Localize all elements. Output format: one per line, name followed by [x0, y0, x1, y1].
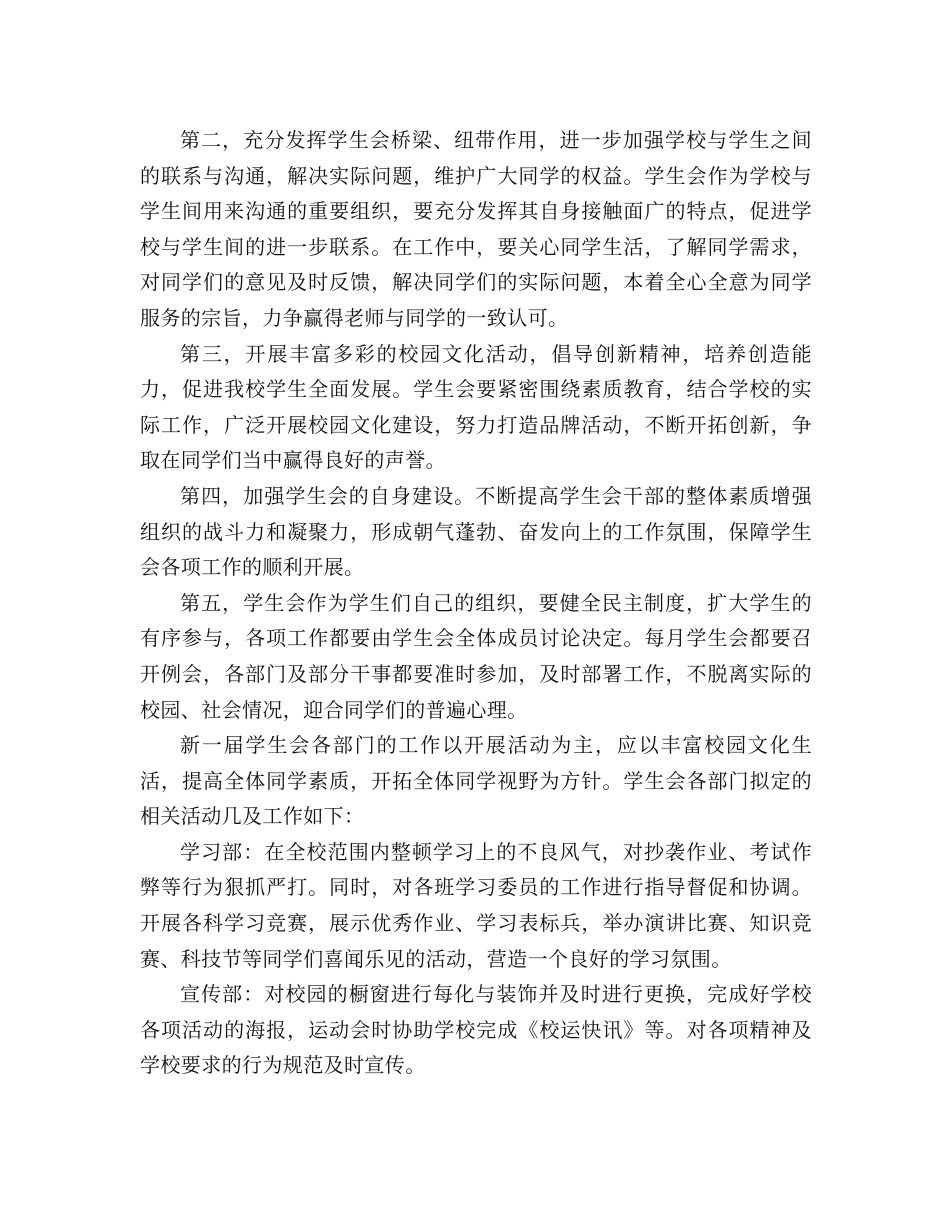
paragraph-second-point: 第二，充分发挥学生会桥梁、纽带作用，进一步加强学校与学生之间的联系与沟通，解决实际问题，维护广大同学的权益。学生会作为学校与学生间用来沟通的重要组织，要充分发挥其自身接触面广的特点，促进学校与学生间的进一步联系。在工作中，要关心同学生活，了解同学需求，对同学们的意见及时反馈，解决同学们的实际问题，本着全心全意为同学服务的宗旨，力争赢得老师与同学的一致认可。 [140, 128, 812, 330]
paragraph-fourth-point: 第四，加强学生会的自身建设。不断提高学生会干部的整体素质增强组织的战斗力和凝聚力，形成朝气蓬勃、奋发向上的工作氛围，保障学生会各项工作的顺利开展。 [140, 483, 812, 580]
paragraph-fifth-point: 第五，学生会作为学生们自己的组织，要健全民主制度，扩大学生的有序参与，各项工作都要由学生会全体成员讨论决定。每月学生会都要召开例会，各部门及部分干事都要准时参加，及时部署工作，不脱离实际的校园、社会情况，迎合同学们的普遍心理。 [140, 590, 812, 722]
paragraph-publicity-department: 宣传部：对校园的橱窗进行每化与装饰并及时进行更换，完成好学校各项活动的海报，运动会时协助学校完成《校运快讯》等。对各项精神及学校要求的行为规范及时宣传。 [140, 982, 812, 1078]
paragraph-study-department: 学习部：在全校范围内整顿学习上的不良风气，对抄袭作业、考试作弊等行为狠抓严打。同时，对各班学习委员的工作进行指导督促和协调。开展各科学习竞赛，展示优秀作业、学习表标兵，举办演讲比赛、知识竞赛、科技节等同学们喜闻乐见的活动，营造一个良好的学习氛围。 [140, 839, 812, 971]
document-body [140, 123, 812, 1084]
paragraph-department-overview: 新一届学生会各部门的工作以开展活动为主，应以丰富校园文化生活，提高全体同学素质，开拓全体同学视野为方针。学生会各部门拟定的相关活动几及工作如下： [140, 733, 812, 829]
paragraph-third-point: 第三，开展丰富多彩的校园文化活动，倡导创新精神，培养创造能力，促进我校学生全面发展。学生会要紧密围绕素质教育，结合学校的实际工作，广泛开展校园文化建设，努力打造品牌活动，不断开拓创新，争取在同学们当中赢得良好的声誉。 [140, 341, 812, 473]
